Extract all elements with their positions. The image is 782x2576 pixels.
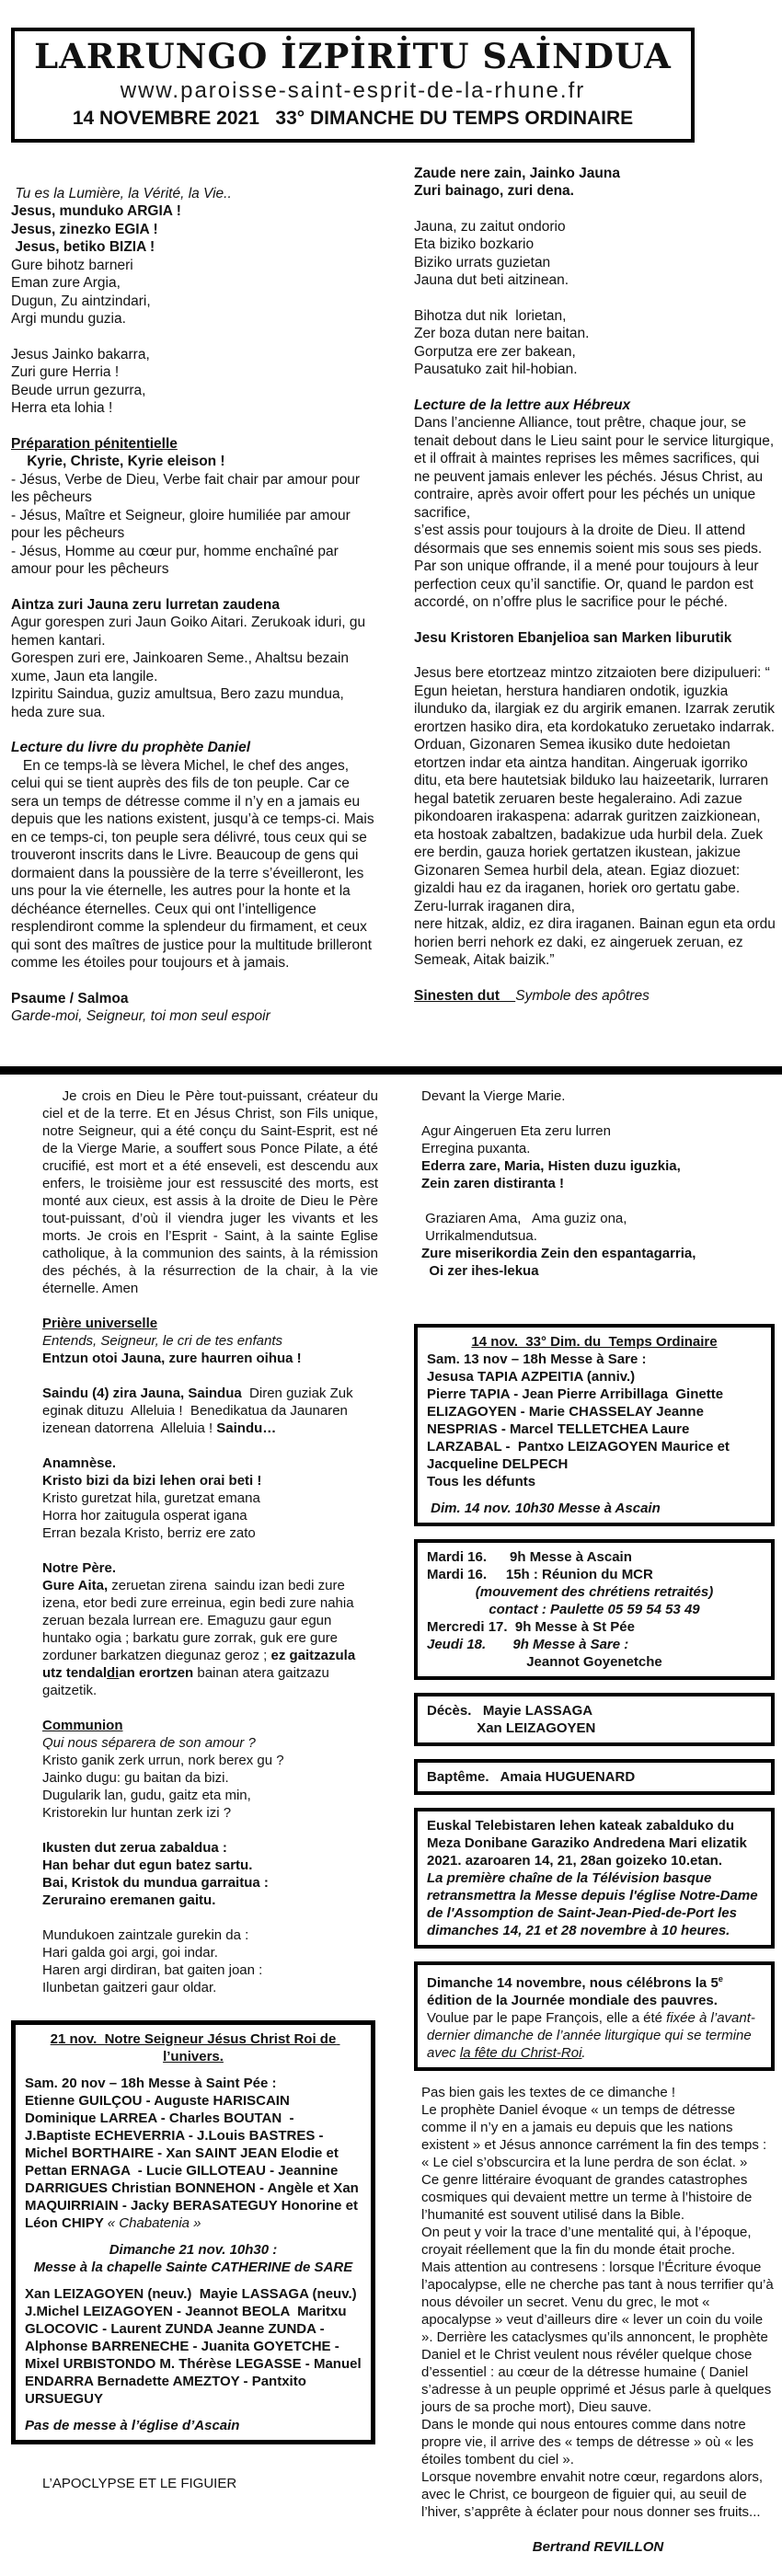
paragraph: Jesus bere etortzeaz mintzo zitzaioten bere dizipulueri: “ Egun heietan, herstura handiaren ondotik, iguzkia ilunduko da, ilargiak ez du argirik emanen. Izarrak zerutik erortzen hasiko dira, eta kordokatuko zeruetako indarrak. Orduan, Gizonaren Semea ikusiko dute hedoietan etortzen indar eta aintza handitan. Aingeruak igorriko ditu, eta bere hautetsiak bilduko lau haizeetarik, lurraren hegal batetik zeruaren beste hegaleraino. Adi zazue pikondoaren irakaspena: adarrak guritzen zaizkionean, eta hostoak zabaltzen, badakizue uda hurbil dela. Zuek ere berdin, gauza horiek gertatzen ikustean, jakizue Gizonaren Semea hurbil dela, atean. Egiaz diozuet: gizaldi hau ez da iraganen, horiek oro gertatu gabe. Zeru-lurrak iraganen dira, xyxy=(414,665,779,914)
paragraph: Zein zaren distiranta ! xyxy=(421,1175,565,1191)
bulletin-title: LARRUNGO İZPİRİTU SAİNDUA xyxy=(34,36,672,76)
paragraph: Mundukoen zaintzale gurekin da : xyxy=(42,1926,249,1943)
paragraph: Décès. Mayie LASSAGA xyxy=(427,1702,593,1719)
text-run: édition de la Journée mondiale des pauvres. xyxy=(427,1974,728,2008)
signature: Bertrand REVILLON xyxy=(532,2538,664,2555)
paragraph: Biziko urrats guzietan xyxy=(414,254,551,270)
text-run: Saindu (4) zira Jauna, Saindua xyxy=(42,1385,242,1401)
text-run: Saindu… xyxy=(216,1420,277,1436)
text-run: « Chabatenia » xyxy=(107,2214,201,2231)
paragraph: Izpiritu Saindua, guziz amultsua, Bero zazu mundua, heda zure sua. xyxy=(11,686,349,720)
paragraph: Entends, Seigneur, le cri de tes enfants xyxy=(42,1332,282,1349)
text-run: la fête du Christ-Roi xyxy=(459,2044,582,2061)
credo-text: Je crois en Dieu le Père tout-puissant, créateur du ciel et de la terre. Et en Jésus Christ, son Fils unique, notre Seigneur, qui a été conçu du Saint-Esprit, est né de la Vierge Marie, a souffert sous Ponce Pilate, a été crucifié, est mort et a été enseveli, est descendu aux enfers, le troisième jour est ressuscité des morts, est monté aux cieux, est assis à la droite de Dieu le Père tout-puissant, d’où il viendra juger les vivants et les morts. Je crois en l’Esprit - Saint, à la sainte Eglise catholique, à la communion des saints, à la rémission des péchés, à la résurrection de la chair, à la vie éternelle. Amen xyxy=(42,1087,383,1296)
paragraph: Jauna, zu zaitut ondorio xyxy=(414,218,566,235)
paragraph: - Jésus, Verbe de Dieu, Verbe fait chair par amour pour les pêcheurs xyxy=(11,471,364,506)
paragraph: La première chaîne de la Télévision basque retransmettra la Messe depuis l'église Notre-Dame de l'Assomption de Saint-Jean-Pied-de-Port les dimanches 14, 21 et 28 novembre à 10 heures. xyxy=(427,1869,762,1938)
text-run: an erortzen xyxy=(119,1664,194,1681)
heading-anamnese: Anamnèse. xyxy=(42,1455,117,1471)
paragraph: Dans l’ancienne Alliance, tout prêtre, chaque jour, se tenait debout dans le Lieu saint pour le service liturgique, et il offrait à maintes reprises les mêmes sacrifices, qui ne peuvent jamais enlever les péchés. Jésus Christ, au contraire, après avoir offert pour les péchés un unique sacrifice, xyxy=(414,415,778,521)
heading-gloria: Aintza zuri Jauna zeru lurretan zaudena xyxy=(11,596,280,613)
paragraph: Erregina puxanta. xyxy=(421,1140,531,1156)
paragraph: Jesusa TAPIA AZPEITIA (anniv.) xyxy=(427,1368,636,1385)
paragraph: Kristorekin lur huntan zerk izi ? xyxy=(42,1804,232,1821)
paragraph: Zer boza dutan nere baitan. xyxy=(414,326,590,342)
paragraph: Mardi 16. 9h Messe à Ascain xyxy=(427,1548,632,1565)
paragraph xyxy=(11,579,378,596)
left-column-bottom xyxy=(0,1075,391,2492)
heading-psaume: Psaume / Salmoa xyxy=(11,990,129,1006)
text-run: zeruetan zirena saindu izan bedi zure izena, etor bedi zure erreinua, egin bedi zure nahia zeruan bezala lurrean ere. Emaguzu gaur egun huntako ogia ; barkatu gure zorrak, guk ere gure zorduner barkatzen diegunaz geroz ; xyxy=(42,1577,358,1663)
paragraph xyxy=(25,2276,362,2285)
box-deces xyxy=(414,1693,775,1746)
paragraph: Bihotza dut nik lorietan, xyxy=(414,307,567,324)
box-33-dimanche xyxy=(414,1324,775,1526)
text-run: Voulue par le pape François, elle a été xyxy=(427,1992,722,2026)
text-run: Diren guziak Zuk eginak dituzu Alleluia ! Benedikatua da Jaunaren izenean datorrena Alleluia ! xyxy=(42,1385,357,1436)
paragraph: Le prophète Daniel évoque « un temps de détresse comme il n’y en a jamais eu depuis que les nations existent » et Jésus annonce carrément la fin des temps : « Le ciel s’obscurcira et la lune perdra de son éclat. » xyxy=(421,2101,771,2170)
box-semaine xyxy=(414,1539,775,1680)
paragraph: Dimanche 21 nov. 10h30 : xyxy=(109,2241,278,2258)
paragraph xyxy=(11,972,378,990)
paragraph: Kristo ganik zerk urrun, nork berex gu ? xyxy=(42,1752,284,1768)
paragraph xyxy=(11,328,378,346)
paragraph: Entzun otoi Jauna, zure haurren oihua ! xyxy=(42,1350,302,1366)
text-run: Sinesten dut xyxy=(414,987,516,1004)
paragraph: Gorputza ere zer bakean, xyxy=(414,343,576,360)
paragraph: Jeannot Goyenetche xyxy=(526,1653,662,1670)
paragraph: Mardi 16. 15h : Réunion du MCR xyxy=(427,1566,653,1582)
paragraph: Horra hor zaitugula osperat igana xyxy=(42,1507,247,1524)
paragraph: Ikusten dut zerua zabaldua : xyxy=(42,1839,227,1856)
intentions-sare-13: Pierre TAPIA - Jean Pierre Arribillaga Ginette ELIZAGOYEN - Marie CHASSELAY Jeanne NESPRIAS - Marcel TELLETCHEA Laure LARZABAL - Pantxo LEIZAGOYEN Maurice et Jacqueline DELPECH xyxy=(427,1386,734,1472)
paragraph: Herra eta lohia ! xyxy=(11,400,113,417)
paragraph: Zeruraino eremanen gaitu. xyxy=(42,1892,216,1908)
paragraph: Pas de messe à l’église d’Ascain xyxy=(25,2417,240,2433)
paragraph: Sam. 13 nov – 18h Messe à Sare : xyxy=(427,1351,647,1367)
paragraph: Pausatuko zait hil-hobian. xyxy=(414,362,578,378)
paragraph xyxy=(427,1490,762,1500)
paragraph: Jainko dugu: gu baitan da bizi. xyxy=(42,1769,229,1786)
paragraph: - Jésus, Homme au cœur pur, homme enchaîné par amour pour les pêcheurs xyxy=(11,543,343,578)
paragraph xyxy=(42,1822,378,1839)
paragraph xyxy=(25,2408,362,2417)
paragraph: Eman zure Argia, xyxy=(11,275,121,292)
paragraph: Gorespen zuri ere, Jainkoaren Seme., Ahaltsu bezain xume, Jaun eta langile. xyxy=(11,650,353,684)
paragraph xyxy=(414,647,776,664)
heading-credo xyxy=(414,987,776,1006)
paragraph: Zuri bainago, zuri dena. xyxy=(414,183,574,200)
heading-21-nov: 21 nov. Notre Seigneur Jésus Christ Roi de l’univers. xyxy=(50,2030,340,2064)
paragraph: Agur gorespen zuri Jaun Goiko Aitari. Zerukoak iduri, gu hemen kantari. xyxy=(11,615,370,649)
text-run: Gure Aita, xyxy=(42,1577,109,1593)
paragraph: Han behar dut egun batez sartu. xyxy=(42,1857,253,1873)
paragraph xyxy=(42,1367,378,1385)
paragraph xyxy=(421,1192,775,1210)
paragraph xyxy=(42,1542,378,1559)
paragraph: Gure bihotz barneri xyxy=(11,257,133,273)
paragraph: Dugularik lan, gudu, gaitz eta min, xyxy=(42,1787,251,1803)
paragraph xyxy=(25,2065,362,2075)
paragraph: contact : Paulette 05 59 54 53 49 xyxy=(489,1601,700,1617)
box-tv-basque xyxy=(414,1808,775,1949)
paragraph: Mais attention au contresens : lorsque l’Écriture évoque l’apocalypse, elle ne cherche pas tant à nous terrifier qu’à nous dévoiler un secret. Venu du grec, le mot « apocalypse » veut d’ailleurs dire « lever un coin du voile ». Derrière les cataclysmes qu’ils annoncent, le prophète Daniel et le Christ veulent nous révéler quelque chose d’essentiel : au cœur de la détresse humaine ( Daniel s’adresse à un peuple opprimé et Jésus parle à quelques jours de sa proche mort), Dieu sauve. xyxy=(421,2259,777,2415)
paragraph: Kyrie, Christe, Kyrie eleison ! xyxy=(11,454,225,470)
heading-14-nov: 14 nov. 33° Dim. du Temps Ordinaire xyxy=(471,1333,718,1350)
box-christ-roi xyxy=(11,2020,375,2444)
paragraph xyxy=(42,1437,378,1455)
footer-article-title: L’APOCLYPSE ET LE FIGUIER xyxy=(42,2475,237,2491)
paragraph: Jesus, betiko BIZIA ! xyxy=(11,239,155,256)
paragraph: Zure miserikordia Zein den espantagarria, xyxy=(421,1245,696,1261)
paragraph: Zuri gure Herria ! xyxy=(11,364,120,381)
text-run: Etienne GUILÇOU - Auguste HARISCAIN Dominique LARREA - Charles BOUTAN - J.Baptiste ECHEVERRIA - J.Louis BASTRES - Michel BORTHAIRE - Xan SAINT JEAN Elodie et Pettan ERNAGA - Lucie GILLOTEAU - Jeannine DARRIGUES Christian BONNEHON - Angèle et Xan MAQUIRRIAIN - Jacky BERASATEGUY Honorine et Léon CHIPY xyxy=(25,2092,362,2231)
text-run: ez gaitzazula utz tendal xyxy=(42,1647,360,1681)
paragraph: Pas bien gais les textes de ce dimanche ! xyxy=(421,2084,675,2100)
masthead xyxy=(11,28,695,143)
text-run: di xyxy=(107,1664,120,1681)
paragraph: (mouvement des chrétiens retraités) xyxy=(475,1583,714,1600)
paragraph: Jesus Jainko bakarra, xyxy=(11,346,150,362)
paragraph xyxy=(414,379,776,397)
paragraph xyxy=(421,2521,775,2538)
paragraph: Dugun, Zu aintzindari, xyxy=(11,293,151,309)
sanctus xyxy=(42,1385,378,1437)
paragraph xyxy=(414,290,776,307)
paragraph: Zaude nere zain, Jainko Jauna xyxy=(414,165,620,181)
paragraph xyxy=(42,1699,378,1717)
paragraph: Baptême. Amaia HUGUENARD xyxy=(427,1768,636,1785)
paragraph: s’est assis pour toujours à la droite de Dieu. Il attend désormais que ses ennemis soient mis sous ses pieds. Par son unique offrande, il a mené pour toujours à leur perfection ceux qu’il sanctifie. Or, quand le pardon est accordé, on n’offre plus le sacrifice pour le péché. xyxy=(414,523,766,611)
paragraph xyxy=(414,201,776,218)
paragraph: En ce temps-là se lèvera Michel, le chef des anges, celui qui se tient auprès des fils de ton peuple. Car ce sera un temps de détresse comme il n’y en a jamais eu depuis que les nations existent, jusqu’à ce temps-ci. Mais en ce temps-ci, ton peuple sera délivré, tous ceux qui se trouveront inscrits dans le Livre. Beaucoup de gens qui dormaient dans la poussière de la terre s’éveilleront, les uns pour la vie éternelle, les autres pour la honte et la déchéance éternelles. Ceux qui ont l’intelligence resplendiront comme la splendeur du firmament, et ceux qui sont des maîtres de justice pour la multitude brilleront comme les étoiles pour toujours et à jamais. xyxy=(11,757,378,972)
paragraph: Jeudi 18. 9h Messe à Sare : xyxy=(427,1636,629,1652)
paragraph: Agur Aingeruen Eta zeru lurren xyxy=(421,1122,611,1139)
paragraph xyxy=(42,1909,378,1926)
liturgy-section-bottom xyxy=(0,1075,782,2556)
paragraph: Kristo guretzat hila, guretzat emana xyxy=(42,1489,260,1506)
paragraph: Oi zer ihes-lekua xyxy=(421,1262,539,1279)
heading-lecture-hebreux: Lecture de la lettre aux Hébreux xyxy=(414,397,631,413)
journee-pauvres-text xyxy=(427,1971,762,2062)
box-journee-pauvres xyxy=(414,1961,775,2071)
paragraph: Jesus, zinezko EGIA ! xyxy=(11,221,158,237)
paragraph: Lorsque novembre envahit notre cœur, regardons alors, avec le Christ, ce bourgeon de figuier qui, au seuil de l’hiver, s’apprête à éclater pour nous donner ses fruits... xyxy=(421,2468,767,2520)
section-divider xyxy=(0,1066,782,1075)
text-run: Dimanche 14 novembre, nous célébrons la 5 xyxy=(427,1974,719,1991)
paragraph: Erran bezala Kristo, berriz ere zato xyxy=(42,1524,256,1541)
paragraph: Mercredi 17. 9h Messe à St Pée xyxy=(427,1618,635,1635)
paragraph xyxy=(25,2232,362,2241)
paragraph: Qui nous séparera de son amour ? xyxy=(42,1734,256,1751)
paragraph xyxy=(42,1297,378,1315)
paragraph: On peut y voir la trace d’une mentalité qui, à l’époque, croyait réellement que la fin du monde était proche. xyxy=(421,2224,755,2258)
paragraph: Ilunbetan gaitzeri gaur oldar. xyxy=(42,1979,217,1995)
paragraph: Euskal Telebistaren lehen kateak zabalduko du Meza Donibane Garaziko Andredena Mari elizatik 2021. azaroaren 14, 21, 28an goizeko 10.etan. xyxy=(427,1817,752,1869)
liturgy-section-top xyxy=(0,165,782,1066)
paragraph: Graziaren Ama, Ama guziz ona, xyxy=(421,1210,627,1226)
paragraph: Devant la Vierge Marie. xyxy=(421,1087,566,1104)
paragraph: - Jésus, Maître et Seigneur, gloire humiliée par amour pour les pêcheurs xyxy=(11,507,355,542)
paragraph: Ederra zare, Maria, Histen duzu iguzkia, xyxy=(421,1157,681,1174)
paragraph xyxy=(11,721,378,739)
box-bapteme xyxy=(414,1759,775,1795)
paragraph xyxy=(421,1105,775,1122)
heading-evangile: Jesu Kristoren Ebanjelioa san Marken liburutik xyxy=(414,629,732,646)
paragraph: Urrikalmendutsua. xyxy=(421,1227,537,1244)
text-run: e xyxy=(718,1973,723,1984)
paragraph: Xan LEIZAGOYEN xyxy=(427,1719,596,1736)
text-run: Symbole des apôtres xyxy=(515,987,650,1004)
heading-preparation-penitentielle: Préparation pénitentielle xyxy=(11,435,178,452)
paragraph: Haren argi dirdiran, bat gaiten joan : xyxy=(42,1961,263,1978)
paragraph: Messe à la chapelle Sainte CATHERINE de SARE xyxy=(33,2259,353,2275)
paragraph: Ce genre littéraire évoquant de grandes catastrophes cosmiques qui devaient mettre un terme à l’histoire de l’humanité est souvent utilisé dans la Bible. xyxy=(421,2171,756,2223)
heading-communion: Communion xyxy=(42,1717,123,1733)
paragraph: Jesus, munduko ARGIA ! xyxy=(11,203,181,220)
paragraph: Hari galda goi argi, goi indar. xyxy=(42,1944,218,1961)
paragraph: Dim. 14 nov. 10h30 Messe à Ascain xyxy=(427,1500,661,1516)
text-run: . xyxy=(581,2044,586,2061)
paragraph: Argi mundu guzia. xyxy=(11,311,126,328)
paragraph: Jauna dut beti aitzinean. xyxy=(414,272,569,289)
paragraph xyxy=(11,418,378,435)
heading-lecture-daniel: Lecture du livre du prophète Daniel xyxy=(11,740,251,756)
paragraph xyxy=(421,1280,775,1297)
paragraph: nere hitzak, aldiz, ez dira iraganen. Bainan egun eta ordu horien berri nehork ez daki, ez aingeruek zeruan, ez Semeak, Aitak baizik.” xyxy=(414,916,780,969)
paragraph: Bai, Kristok du mundua garraitua : xyxy=(42,1874,269,1891)
paragraph xyxy=(421,1297,775,1315)
notre-pere-text xyxy=(42,1577,378,1699)
date-heading: 14 NOVEMBRE 2021 33° DIMANCHE DU TEMPS ORDINAIRE xyxy=(72,107,634,129)
intentions-sare: Xan LEIZAGOYEN (neuv.) Mayie LASSAGA (neuv.) J.Michel LEIZAGOYEN - Jeannot BEOLA Maritxu GLOCOVIC - Laurent ZUNDA Jeanne ZUNDA - Alphonse BARRENECHE - Juanita GOYETCHE - Mixel URBISTONDO M. Thérèse LEGASSE - Manuel ENDARRA Bernadette AMEZTOY - Pantxito URSUEGUY xyxy=(25,2285,365,2407)
paragraph xyxy=(414,970,776,987)
paragraph: Eta biziko bozkario xyxy=(414,236,535,253)
paragraph: Dans le monde qui nous entoures comme dans notre propre vie, il arrive des « temps de détresse » où « les étoiles tombent du ciel ». xyxy=(421,2416,758,2467)
paragraph: Garde-moi, Seigneur, toi mon seul espoir xyxy=(11,1008,270,1025)
paragraph xyxy=(42,2457,378,2475)
text-run: bainan atera gaitzazu gaitzetik. xyxy=(42,1664,333,1698)
left-column-top xyxy=(0,165,391,1026)
right-column-bottom xyxy=(391,1075,782,2556)
right-column-top xyxy=(391,165,782,1006)
parish-url: www.paroisse-saint-esprit-de-la-rhune.fr xyxy=(120,77,586,103)
paragraph: Beude urrun gezurra, xyxy=(11,382,146,398)
paragraph: Kristo bizi da bizi lehen orai beti ! xyxy=(42,1472,262,1489)
paragraph: Tu es la Lumière, la Vérité, la Vie.. xyxy=(11,185,232,201)
paragraph: Sam. 20 nov – 18h Messe à Saint Pée : xyxy=(25,2075,277,2091)
heading-notre-pere: Notre Père. xyxy=(42,1559,117,1576)
text-run: fixée à l’avant-dernier dimanche de l’année liturgique qui se termine avec xyxy=(427,2009,755,2061)
paragraph xyxy=(414,612,776,629)
intentions-saint-pee xyxy=(25,2092,362,2232)
paragraph: Tous les défunts xyxy=(427,1473,536,1489)
heading-priere-universelle: Prière universelle xyxy=(42,1315,158,1331)
